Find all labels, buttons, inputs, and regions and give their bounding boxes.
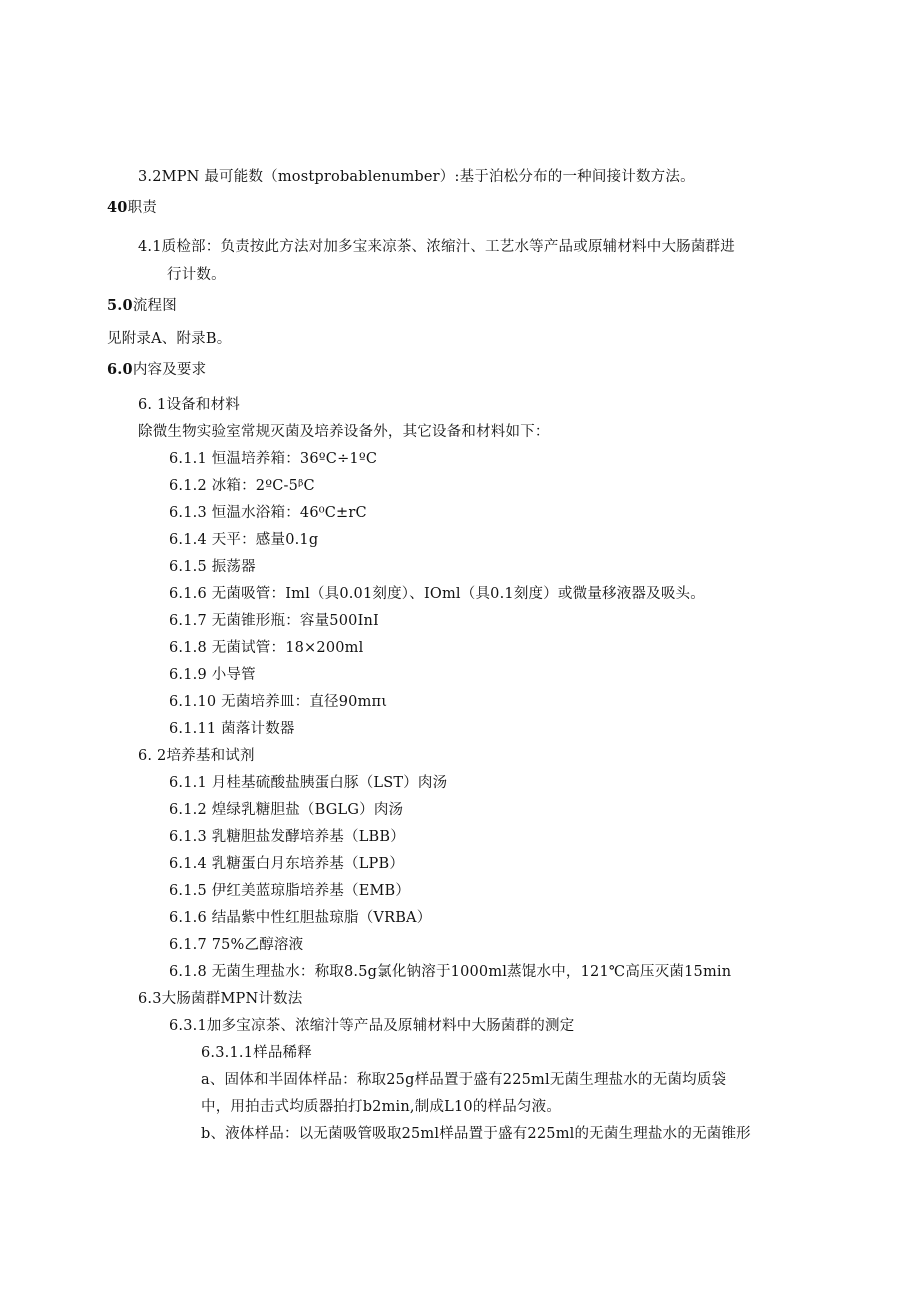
list-item: 6.1.3 乳糖胆盐发酵培养基（LBB） <box>169 829 405 845</box>
section-title: 内容及要求 <box>132 362 207 378</box>
list-item: 6.1.6 结晶紫中性红胆盐琼脂（VRBA） <box>169 910 432 926</box>
list-item: 6.1.11 菌落计数器 <box>169 721 295 737</box>
section-number: 5.0 <box>107 297 133 314</box>
paragraph-solid-sample-continued: 中，用拍击式均质器拍打b2min,制成L10的样品匀液。 <box>201 1099 562 1115</box>
list-item: 6.1.2 煌绿乳糖胆盐（BGLG）肉汤 <box>169 802 404 818</box>
list-item: 6.1.10 无菌培养皿：直径90mπι <box>169 694 388 710</box>
list-item: 6.1.4 天平：感量0.1g <box>169 532 319 548</box>
appendix-reference: 见附录A、附录B。 <box>107 331 232 347</box>
list-item: 6.1.8 无菌生理盐水：称取8.5g氯化钠溶于1000ml蒸馄水中，121℃高压灭菌15min <box>169 964 732 980</box>
paragraph-4-1: 4.1质检部：负责按此方法对加多宝来凉茶、浓缩汁、工艺水等产品或原辅材料中大肠菌群进 <box>138 239 735 255</box>
section-title: 职责 <box>127 200 157 216</box>
paragraph-4-1-continued: 行计数。 <box>167 267 226 283</box>
subsection-6-3-heading: 6.3大肠菌群MPN计数法 <box>138 991 303 1007</box>
list-item: 6.1.6 无菌吸管：Iml（具0.01刻度）、IOml（具0.1刻度）或微量移液器及吸头。 <box>169 586 705 602</box>
section-number: 6.0 <box>107 361 133 378</box>
paragraph-solid-sample: a、固体和半固体样品：称取25g样品置于盛有225ml无菌生理盐水的无菌均质袋 <box>201 1072 727 1088</box>
list-item: 6.1.1 月桂基硫酸盐胰蛋白豚（LST）肉汤 <box>169 775 448 791</box>
list-item: 6.1.8 无菌试管：18×200ml <box>169 640 364 656</box>
list-item: 6.1.7 无菌锥形瓶：容量500InI <box>169 613 379 629</box>
section-title: 流程图 <box>132 298 177 314</box>
section-4-heading <box>107 198 157 218</box>
subsection-6-3-1-heading: 6.3.1加多宝凉茶、浓缩汁等产品及原辅材料中大肠菌群的测定 <box>169 1018 575 1034</box>
subsection-6-3-1-1-heading: 6.3.1.1样品稀释 <box>201 1045 312 1061</box>
paragraph-equipment-intro: 除微生物实验室常规灭菌及培养设备外，其它设备和材料如下： <box>138 424 550 440</box>
section-number: 40 <box>107 199 128 216</box>
list-item: 6.1.3 恒温水浴箱：46⁰C±rC <box>169 505 367 521</box>
list-item: 6.1.7 75%乙醇溶液 <box>169 937 304 953</box>
definition-3-2: 3.2MPN 最可能数（mostprobablenumber）:基于泊松分布的一种间接计数方法。 <box>138 169 695 185</box>
subsection-6-1-heading: 6. 1设备和材料 <box>138 397 240 413</box>
list-item: 6.1.2 冰箱：2ºC-5ᵝC <box>169 478 315 494</box>
list-item: 6.1.1 恒温培养箱：36ºC÷1ºC <box>169 451 378 467</box>
list-item: 6.1.4 乳糖蛋白月东培养基（LPB） <box>169 856 405 872</box>
list-item: 6.1.5 伊红美蓝琼脂培养基（EMB） <box>169 883 411 899</box>
list-item: 6.1.9 小导管 <box>169 667 256 683</box>
section-5-heading <box>107 296 177 316</box>
paragraph-liquid-sample: b、液体样品：以无菌吸管吸取25ml样品置于盛有225ml的无菌生理盐水的无菌锥形 <box>201 1126 751 1142</box>
section-6-heading <box>107 360 206 380</box>
list-item: 6.1.5 振荡器 <box>169 559 256 575</box>
subsection-6-2-heading: 6. 2培养基和试剂 <box>138 748 255 764</box>
